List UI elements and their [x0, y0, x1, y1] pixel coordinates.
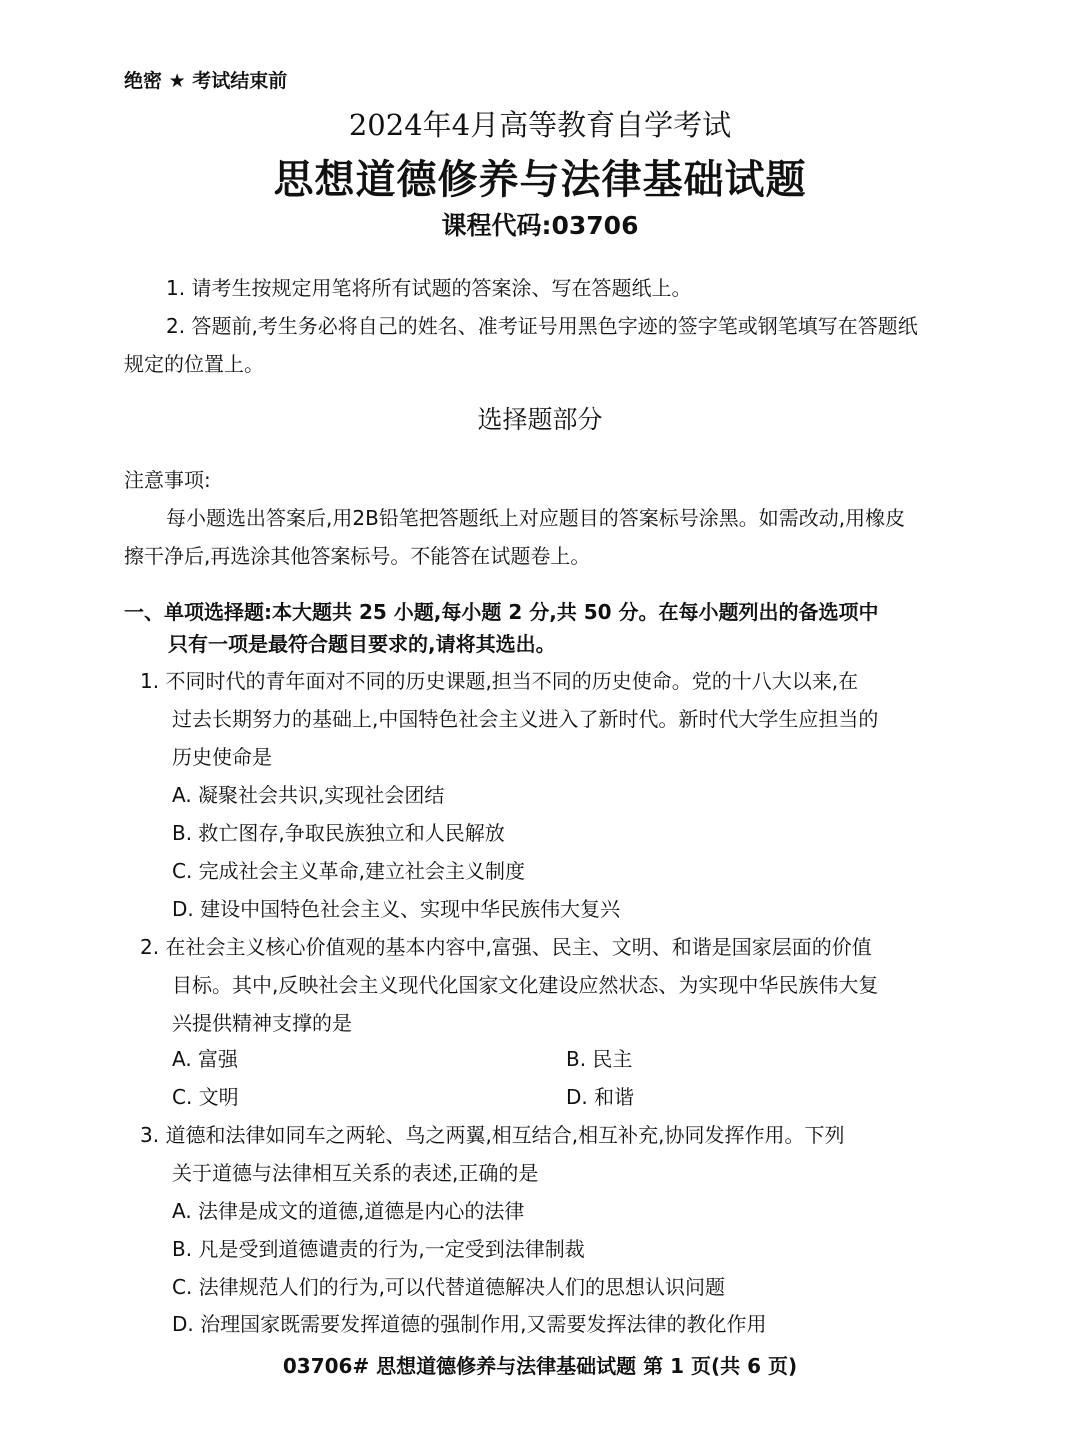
- question-1-option-a: A. 凝聚社会共识,实现社会团结: [172, 783, 445, 807]
- notes-line-2: 擦干净后,再选涂其他答案标号。不能答在试题卷上。: [124, 544, 591, 568]
- question-2-stem-1: 2. 在社会主义核心价值观的基本内容中,富强、民主、文明、和谐是国家层面的价值: [140, 935, 872, 959]
- question-3-option-d: D. 治理国家既需要发挥道德的强制作用,又需要发挥法律的教化作用: [172, 1312, 767, 1336]
- question-1-stem-2: 过去长期努力的基础上,中国特色社会主义进入了新时代。新时代大学生应担当的: [172, 707, 879, 731]
- question-2-option-d: D. 和谐: [566, 1085, 635, 1109]
- question-2-option-c: C. 文明: [172, 1085, 239, 1109]
- question-2-stem-2: 目标。其中,反映社会主义现代化国家文化建设应然状态、为实现中华民族伟大复: [172, 973, 879, 997]
- question-2-stem-3: 兴提供精神支撑的是: [172, 1011, 352, 1035]
- question-3-option-a: A. 法律是成文的道德,道德是内心的法律: [172, 1199, 525, 1223]
- exam-name: 2024年4月高等教育自学考试: [348, 108, 732, 142]
- question-2-option-b: B. 民主: [566, 1047, 633, 1071]
- page-footer: 03706# 思想道德修养与法律基础试题 第 1 页(共 6 页): [282, 1354, 798, 1378]
- question-2-option-a: A. 富强: [172, 1047, 239, 1071]
- question-3-option-c: C. 法律规范人们的行为,可以代替道德解决人们的思想认识问题: [172, 1275, 726, 1299]
- part1-heading-line2: 只有一项是最符合题目要求的,请将其选出。: [168, 632, 556, 656]
- question-1-option-d: D. 建设中国特色社会主义、实现中华民族伟大复兴: [172, 897, 621, 921]
- confidential-label: 绝密 ★ 考试结束前: [124, 70, 288, 92]
- notes-label: 注意事项:: [124, 468, 211, 492]
- instruction-2-cont: 规定的位置上。: [124, 352, 264, 376]
- question-1-option-c: C. 完成社会主义革命,建立社会主义制度: [172, 859, 526, 883]
- course-code: 课程代码:03706: [441, 211, 639, 240]
- part1-heading-line1: 一、单项选择题:本大题共 25 小题,每小题 2 分,共 50 分。在每小题列出的备选项中: [124, 600, 879, 624]
- question-1-option-b: B. 救亡图存,争取民族独立和人民解放: [172, 821, 505, 845]
- question-1-stem-1: 1. 不同时代的青年面对不同的历史课题,担当不同的历史使命。党的十八大以来,在: [140, 669, 859, 693]
- page-title: 思想道德修养与法律基础试题: [273, 157, 807, 203]
- instruction-2: 2. 答题前,考生务必将自己的姓名、准考证号用黑色字迹的签字笔或钢笔填写在答题纸: [166, 314, 918, 338]
- question-1-stem-3: 历史使命是: [172, 745, 272, 769]
- section-title: 选择题部分: [477, 405, 603, 434]
- question-3-stem-1: 3. 道德和法律如同车之两轮、鸟之两翼,相互结合,相互补充,协同发挥作用。下列: [140, 1123, 845, 1147]
- question-3-option-b: B. 凡是受到道德谴责的行为,一定受到法律制裁: [172, 1237, 585, 1261]
- question-3-stem-2: 关于道德与法律相互关系的表述,正确的是: [172, 1161, 539, 1185]
- notes-line-1: 每小题选出答案后,用2B铅笔把答题纸上对应题目的答案标号涂黑。如需改动,用橡皮: [166, 506, 906, 530]
- instruction-1: 1. 请考生按规定用笔将所有试题的答案涂、写在答题纸上。: [166, 276, 692, 300]
